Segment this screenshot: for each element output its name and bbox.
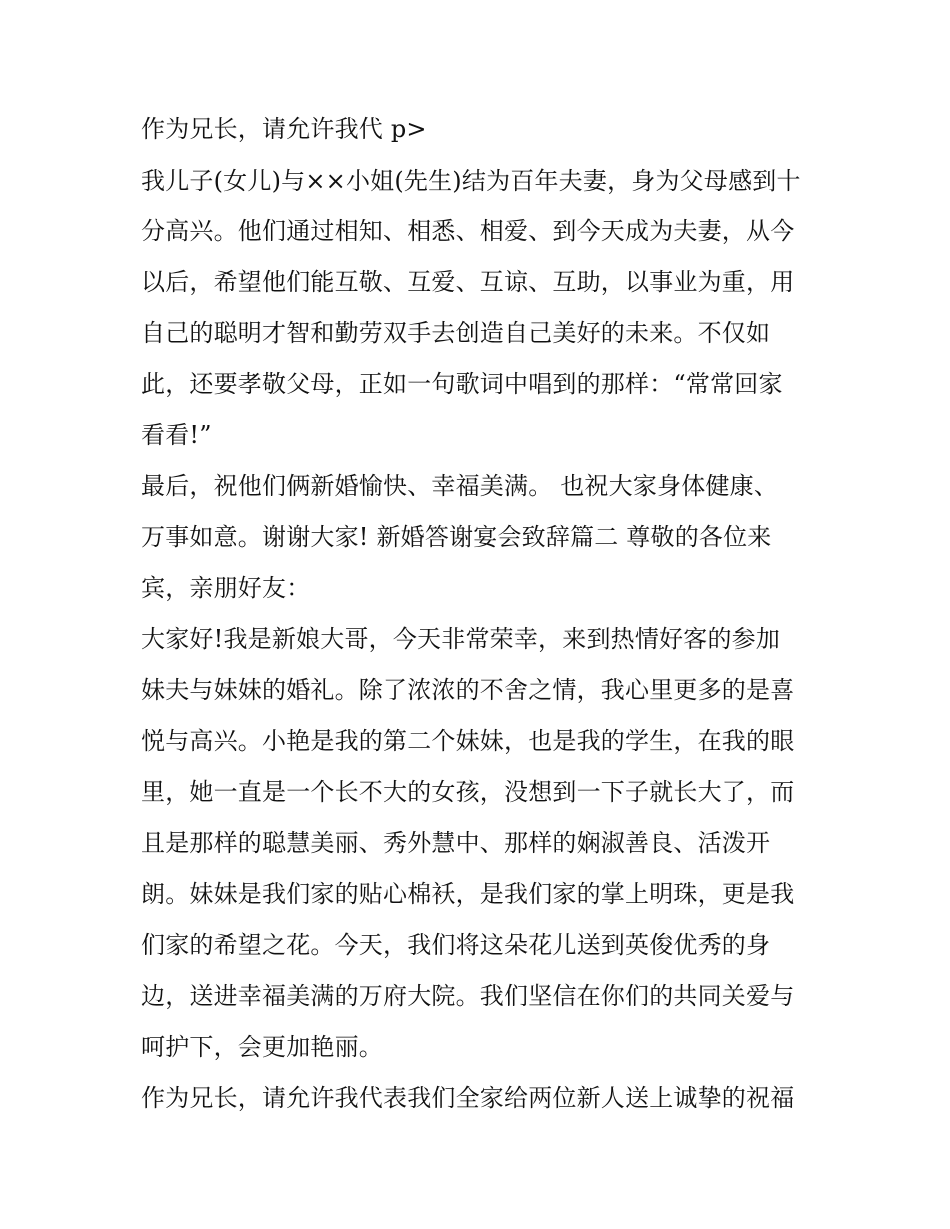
text-line: 朗。妹妹是我们家的贴心棉袄，是我们家的掌上明珠，更是我 — [141, 880, 795, 908]
text-line: 万事如意。谢谢大家! 新婚答谢宴会致辞篇二 尊敬的各位来 — [141, 523, 772, 551]
text-line: 以后，希望他们能互敬、互爱、互谅、互助，以事业为重，用 — [141, 268, 795, 296]
text-line: 里，她一直是一个长不大的女孩，没想到一下子就长大了，而 — [141, 778, 795, 806]
text-line: 妹夫与妹妹的婚礼。除了浓浓的不舍之情，我心里更多的是喜 — [141, 676, 795, 704]
text-line: 作为兄长，请允许我代表我们全家给两位新人送上诚挚的祝福 — [141, 1084, 795, 1112]
text-line: 自己的聪明才智和勤劳双手去创造自己美好的未来。不仅如 — [141, 319, 771, 347]
text-line: 大家好!我是新娘大哥，今天非常荣幸，来到热情好客的参加 — [141, 625, 781, 653]
text-line: 边，送进幸福美满的万府大院。我们坚信在你们的共同关爱与 — [141, 982, 795, 1010]
text-line: 看看!” — [141, 421, 212, 449]
text-line: 此，还要孝敬父母，正如一句歌词中唱到的那样：“常常回家 — [141, 370, 783, 398]
text-line: 作为兄长，请允许我代 p> — [141, 115, 427, 143]
text-line: 呵护下，会更加艳丽。 — [141, 1033, 383, 1061]
text-line: 们家的希望之花。今天，我们将这朵花儿送到英俊优秀的身 — [141, 931, 771, 959]
text-line: 最后，祝他们俩新婚愉快、幸福美满。 也祝大家身体健康、 — [141, 472, 779, 500]
text-line: 宾，亲朋好友： — [141, 574, 311, 602]
text-line: 悦与高兴。小艳是我的第二个妹妹，也是我的学生，在我的眼 — [141, 727, 795, 755]
text-line: 且是那样的聪慧美丽、秀外慧中、那样的娴淑善良、活泼开 — [141, 829, 771, 857]
text-line: 我儿子(女儿)与××小姐(先生)结为百年夫妻，身为父母感到十 — [141, 167, 801, 195]
text-line: 分高兴。他们通过相知、相悉、相爱、到今天成为夫妻，从今 — [141, 217, 795, 245]
